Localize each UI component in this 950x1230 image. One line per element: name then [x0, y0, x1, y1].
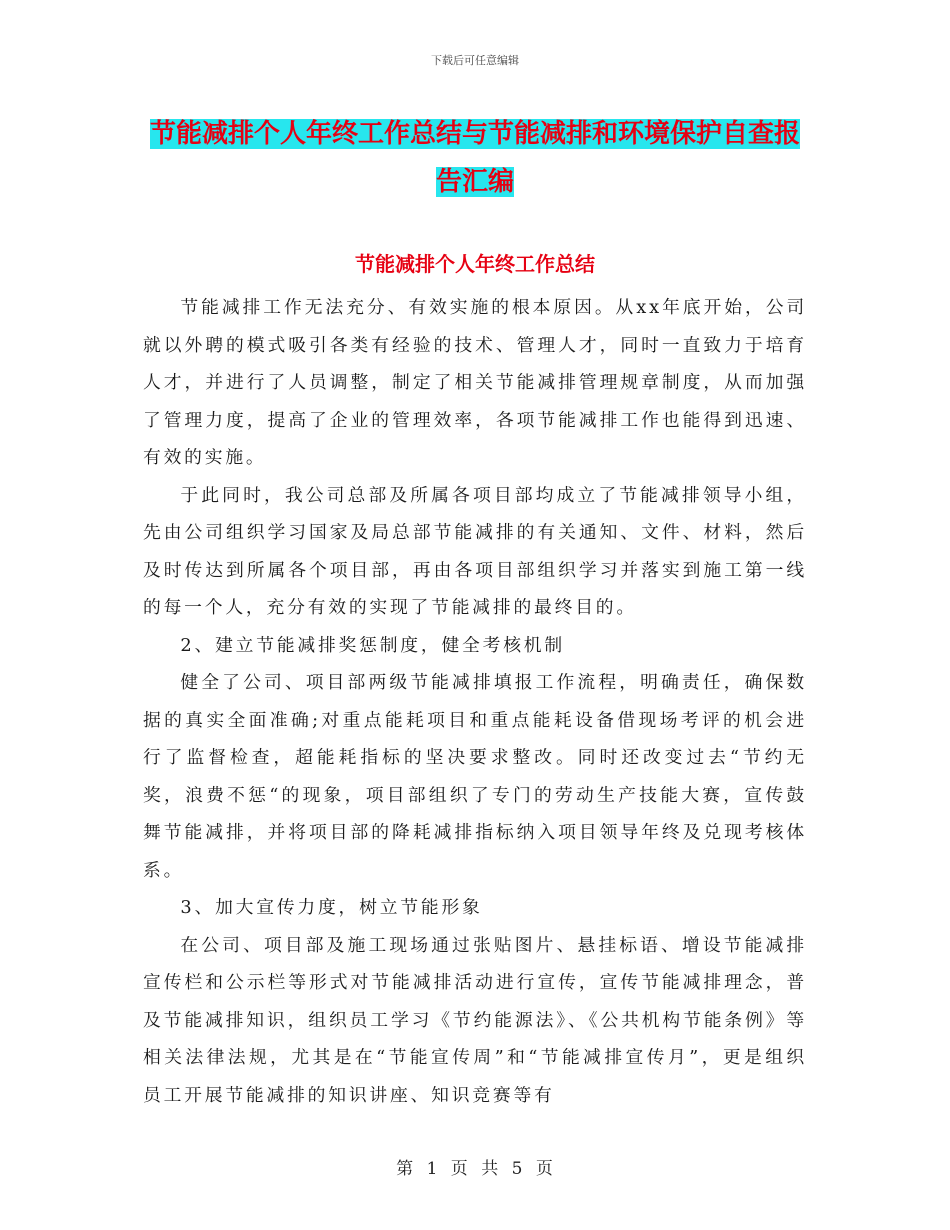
- paragraph: 在公司、项目部及施工现场通过张贴图片、悬挂标语、增设节能减排宣传栏和公示栏等形式对节能减排活动进行宣传，宣传节能减排理念，普及节能减排知识，组织员工学习《节约能源法》、《公共机构节能条例》等相关法律法规，尤其是在“节能宣传周”和“节能减排宣传月”，更是组织员工开展节能减排的知识讲座、知识竞赛等有: [143, 934, 807, 1106]
- subheading: 2、建立节能减排奖惩制度，健全考核机制: [180, 634, 565, 656]
- paragraph: 于此同时，我公司总部及所属各项目部均成立了节能减排领导小组，先由公司组织学习国家及局总部节能减排的有关通知、文件、材料，然后及时传达到所属各个项目部，再由各项目部组织学习并落实到施工第一线的每一个人，充分有效的实现了节能减排的最终目的。: [143, 484, 807, 618]
- page-header: 下载后可任意编辑: [431, 54, 519, 67]
- document-body: [143, 289, 807, 1114]
- section-title: 节能减排个人年终工作总结: [355, 252, 595, 276]
- paragraph: 节能减排工作无法充分、有效实施的根本原因。从xx年底开始，公司就以外聘的模式吸引各类有经验的技术、管理人才，同时一直致力于培育人才，并进行了人员调整，制定了相关节能减排管理规章制度，从而加强了管理力度，提高了企业的管理效率，各项节能减排工作也能得到迅速、有效的实施。: [143, 297, 807, 468]
- document-title: [140, 110, 810, 206]
- paragraph: 健全了公司、项目部两级节能减排填报工作流程，明确责任，确保数据的真实全面准确;对重点能耗项目和重点能耗设备借现场考评的机会进行了监督检查，超能耗指标的坚决要求整改。同时还改变过去“节约无奖，浪费不惩“的现象，项目部组织了专门的劳动生产技能大赛，宣传鼓舞节能减排，并将项目部的降耗减排指标纳入项目领导年终及兑现考核体系。: [143, 672, 807, 881]
- page-number-footer: 第 1 页 共 5 页: [396, 1159, 554, 1179]
- subheading: 3、加大宣传力度，树立节能形象: [180, 897, 483, 918]
- document-title-text: 节能减排个人年终工作总结与节能减排和环境保护自查报告汇编: [149, 119, 800, 197]
